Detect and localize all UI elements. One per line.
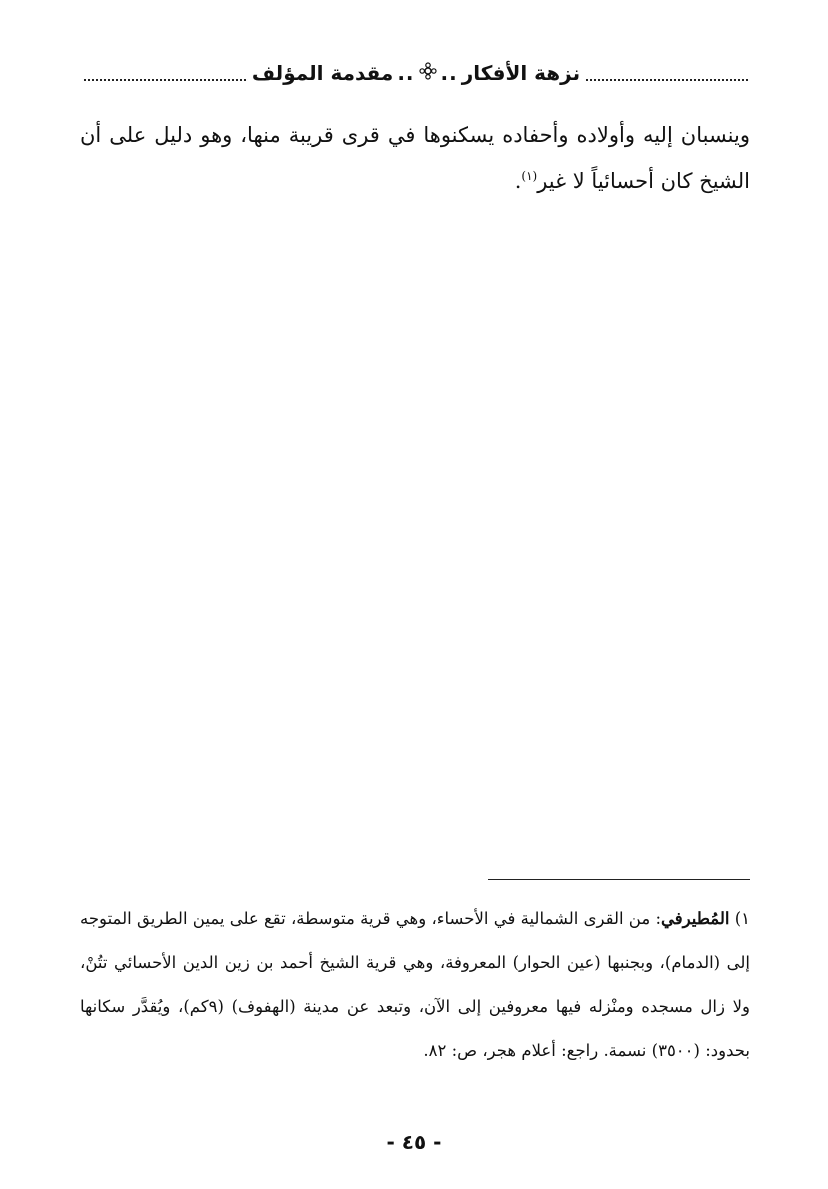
header-separator: .. <box>440 61 458 85</box>
footnote-reference[interactable]: (١) <box>521 169 538 183</box>
footnote <box>80 897 750 1073</box>
footnote-text: : من القرى الشمالية في الأحساء، وهي قرية متوسطة، تقع على يمين الطريق المتوجه إلى (الدمام)، وبجنبها (عين الحوار) المعروفة، وهي قرية الشيخ أحمد بن زين الدين الأحسائي تتُنْ، ولا زال مسجده ومنْزله فيها معروفين إلى الآن، وتبعد عن مدينة (الهفوف) (٩كم)، ويُقدَّر سكانها بحدود: (٣٥٠٠) نسمة. راجع: أعلام هجر، ص: ٨٢. <box>80 909 750 1060</box>
footnote-number: ١) <box>734 909 750 928</box>
header-book-title: نزهة الأفكار <box>461 61 581 85</box>
header-dotted-leader-right <box>586 79 748 81</box>
main-paragraph-end: . <box>514 169 522 193</box>
main-text <box>80 112 750 204</box>
header-title-group <box>246 61 586 85</box>
flower-ornament-icon <box>419 62 437 85</box>
main-paragraph-text: وينسبان إليه وأولاده وأحفاده يسكنوها في قرى قريبة منها، وهو دليل على أن الشيخ كان أحسائياً لا غير <box>80 123 750 193</box>
footnote-term: المُطيرفي <box>661 909 730 928</box>
header-dotted-leader-left <box>84 79 246 81</box>
footnote-separator <box>488 879 750 880</box>
main-paragraph <box>80 112 750 204</box>
page-number: - ٤٥ - <box>386 1130 442 1154</box>
footnote-paragraph <box>80 897 750 1073</box>
header-section-title: مقدمة المؤلف <box>251 61 394 85</box>
running-header <box>84 56 748 90</box>
header-separator: .. <box>397 61 415 85</box>
